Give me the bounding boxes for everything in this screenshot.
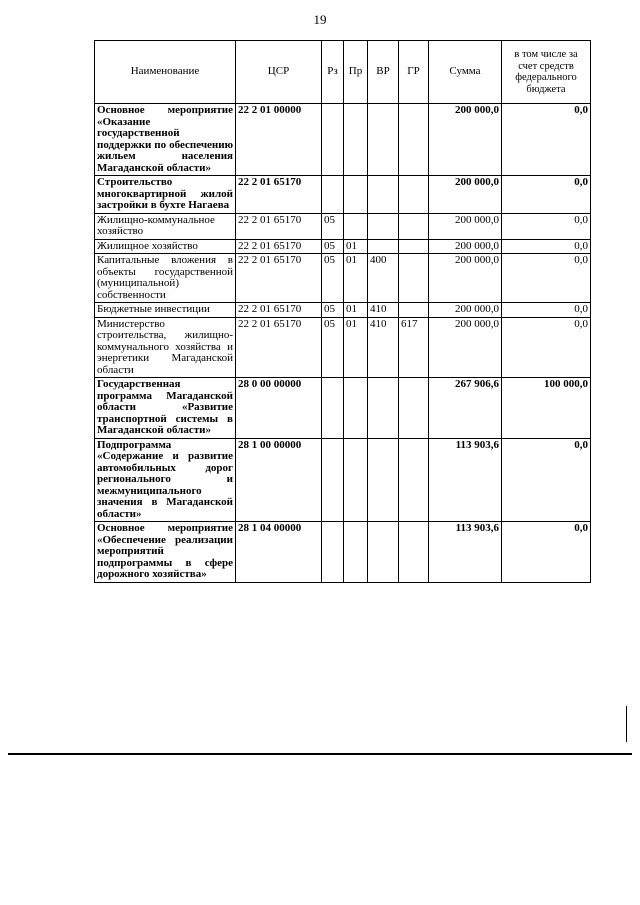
cell-name: Жилищно-коммунальное хозяйство	[95, 213, 236, 239]
cell-vr: 400	[368, 254, 399, 303]
cell-csr: 22 2 01 65170	[236, 254, 322, 303]
cell-gr	[399, 303, 429, 318]
cell-csr: 22 2 01 65170	[236, 213, 322, 239]
cell-sum: 113 903,6	[429, 438, 502, 522]
cell-federal: 0,0	[502, 239, 591, 254]
cell-sum: 267 906,6	[429, 378, 502, 439]
cell-federal: 0,0	[502, 317, 591, 378]
table-row	[95, 213, 591, 239]
cell-name: Основное мероприятие «Обеспечение реализации мероприятий подпрограммы в сфере дорожного хозяйства»	[95, 522, 236, 583]
cell-vr	[368, 239, 399, 254]
table-header-row	[95, 41, 591, 104]
cell-sum: 200 000,0	[429, 303, 502, 318]
cell-csr: 28 1 04 00000	[236, 522, 322, 583]
table-row	[95, 522, 591, 583]
cell-sum: 200 000,0	[429, 104, 502, 176]
cell-csr: 22 2 01 00000	[236, 104, 322, 176]
table-row	[95, 176, 591, 214]
cell-csr: 22 2 01 65170	[236, 317, 322, 378]
cell-pr: 01	[344, 317, 368, 378]
table-row	[95, 104, 591, 176]
cell-pr: 01	[344, 239, 368, 254]
cell-name: Подпрограмма «Содержание и развитие автомобильных дорог регионального и межмуниципального значения в Магаданской области»	[95, 438, 236, 522]
cell-pr: 01	[344, 254, 368, 303]
cell-rz: 05	[322, 254, 344, 303]
header-gr: ГР	[399, 41, 429, 104]
cell-federal: 0,0	[502, 176, 591, 214]
cell-rz	[322, 176, 344, 214]
cell-vr	[368, 104, 399, 176]
cell-rz: 05	[322, 239, 344, 254]
cell-federal: 0,0	[502, 104, 591, 176]
page-divider	[8, 753, 632, 755]
cell-pr	[344, 378, 368, 439]
cell-gr	[399, 239, 429, 254]
cell-name: Бюджетные инвестиции	[95, 303, 236, 318]
cell-name: Министерство строительства, жилищно-коммунального хозяйства и энергетики Магаданской области	[95, 317, 236, 378]
cell-sum: 200 000,0	[429, 254, 502, 303]
cell-pr	[344, 438, 368, 522]
header-csr: ЦСР	[236, 41, 322, 104]
cell-pr	[344, 213, 368, 239]
cell-csr: 22 2 01 65170	[236, 303, 322, 318]
cell-gr	[399, 378, 429, 439]
cell-sum: 113 903,6	[429, 522, 502, 583]
cell-gr: 617	[399, 317, 429, 378]
table-body	[95, 104, 591, 583]
cell-csr: 28 0 00 00000	[236, 378, 322, 439]
cell-federal: 0,0	[502, 303, 591, 318]
cell-name: Основное мероприятие «Оказание государственной поддержки по обеспечению жильем населения Магаданской области»	[95, 104, 236, 176]
margin-mark	[626, 706, 627, 742]
cell-federal: 0,0	[502, 522, 591, 583]
cell-sum: 200 000,0	[429, 176, 502, 214]
page-number: 19	[313, 12, 327, 27]
cell-csr: 22 2 01 65170	[236, 239, 322, 254]
cell-pr	[344, 522, 368, 583]
cell-csr: 22 2 01 65170	[236, 176, 322, 214]
cell-gr	[399, 522, 429, 583]
cell-vr: 410	[368, 303, 399, 318]
cell-sum: 200 000,0	[429, 213, 502, 239]
cell-gr	[399, 176, 429, 214]
cell-gr	[399, 213, 429, 239]
cell-federal: 0,0	[502, 213, 591, 239]
cell-rz: 05	[322, 317, 344, 378]
header-name: Наименование	[95, 41, 236, 104]
header-pr: Пр	[344, 41, 368, 104]
cell-vr	[368, 438, 399, 522]
cell-vr	[368, 522, 399, 583]
table-row	[95, 254, 591, 303]
header-vr: ВР	[368, 41, 399, 104]
cell-name: Жилищное хозяйство	[95, 239, 236, 254]
cell-vr	[368, 378, 399, 439]
cell-federal: 0,0	[502, 438, 591, 522]
cell-name: Государственная программа Магаданской области «Развитие транспортной системы в Магаданской области»	[95, 378, 236, 439]
cell-rz: 05	[322, 303, 344, 318]
cell-name: Капитальные вложения в объекты государственной (муниципальной) собственности	[95, 254, 236, 303]
header-sum: Сумма	[429, 41, 502, 104]
cell-federal: 0,0	[502, 254, 591, 303]
cell-sum: 200 000,0	[429, 317, 502, 378]
cell-rz: 05	[322, 213, 344, 239]
header-federal: в том числе за счет средств федерального бюджета	[502, 41, 591, 104]
cell-vr	[368, 213, 399, 239]
cell-pr	[344, 176, 368, 214]
cell-pr: 01	[344, 303, 368, 318]
table-row	[95, 317, 591, 378]
cell-vr: 410	[368, 317, 399, 378]
budget-table	[94, 40, 591, 583]
cell-csr: 28 1 00 00000	[236, 438, 322, 522]
cell-gr	[399, 438, 429, 522]
cell-rz	[322, 438, 344, 522]
cell-federal: 100 000,0	[502, 378, 591, 439]
cell-rz	[322, 522, 344, 583]
table-row	[95, 239, 591, 254]
cell-rz	[322, 104, 344, 176]
table-row	[95, 303, 591, 318]
cell-vr	[368, 176, 399, 214]
cell-gr	[399, 104, 429, 176]
table-row	[95, 378, 591, 439]
cell-name: Строительство многоквартирной жилой застройки в бухте Нагаева	[95, 176, 236, 214]
cell-gr	[399, 254, 429, 303]
cell-rz	[322, 378, 344, 439]
cell-pr	[344, 104, 368, 176]
table-row	[95, 438, 591, 522]
cell-sum: 200 000,0	[429, 239, 502, 254]
header-rz: Рз	[322, 41, 344, 104]
